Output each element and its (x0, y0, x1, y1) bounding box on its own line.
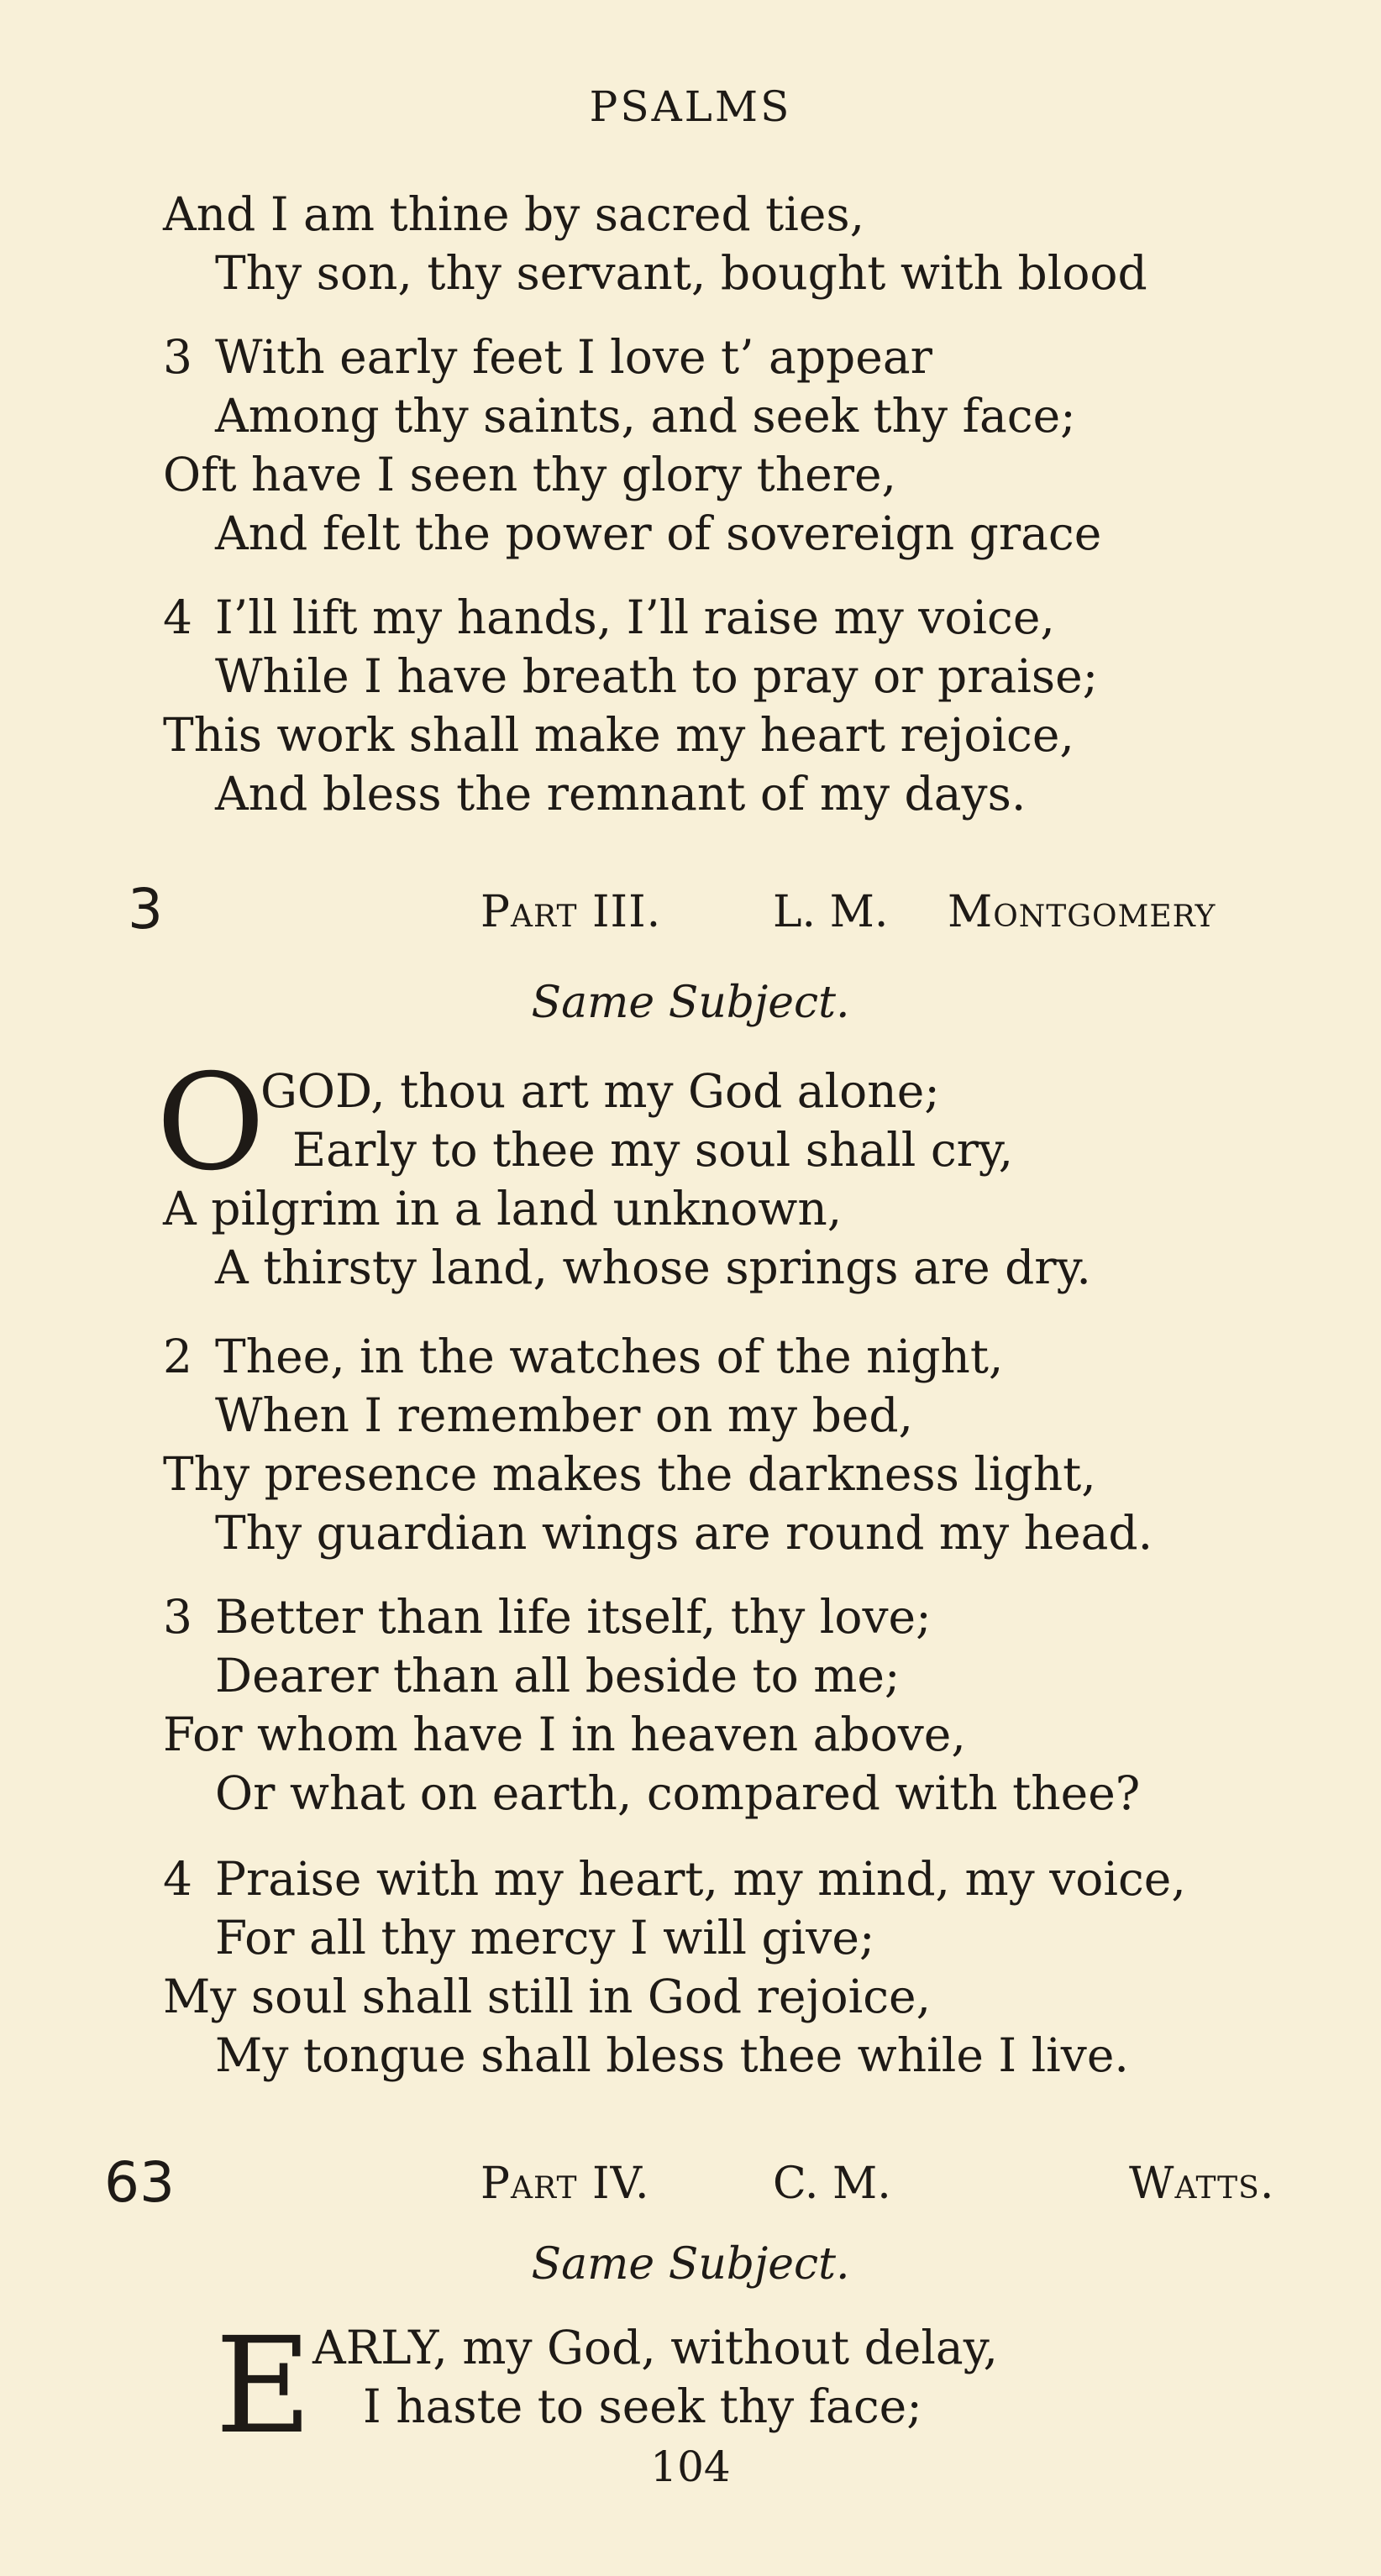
stanza-number: 4 (163, 590, 192, 644)
verse-line: Thee, in the watches of the night, (215, 1330, 1004, 1383)
verse-line: And I am thine by sacred ties, (163, 187, 865, 241)
verse-line: With early feet I love t’ appear (215, 330, 932, 384)
running-head: PSALMS (589, 82, 792, 131)
part-label: Part III. (480, 887, 662, 937)
verse-line: Thy guardian wings are round my head. (215, 1506, 1153, 1560)
hymn-number: 63 (104, 2150, 175, 2215)
verse-line: And felt the power of sovereign grace (215, 506, 1102, 560)
verse-line: Dearer than all beside to me; (215, 1649, 901, 1702)
verse-line: Praise with my heart, my mind, my voice, (215, 1852, 1186, 1906)
hymn-subtitle: Same Subject. (531, 978, 850, 1028)
drop-cap: E (215, 2309, 312, 2463)
stanza-number: 3 (163, 1590, 192, 1644)
meter-label: L. M. (773, 887, 889, 937)
hymn-number: 3 (128, 877, 163, 942)
stanza-number: 3 (163, 330, 192, 384)
meter-label: C. M. (773, 2159, 891, 2209)
part-label: Part IV. (480, 2159, 650, 2209)
verse-line: I haste to seek thy face; (363, 2379, 922, 2433)
stanza-number: 4 (163, 1852, 192, 1906)
verse-line: For all thy mercy I will give; (215, 1911, 875, 1965)
verse-line: My tongue shall bless thee while I live. (215, 2028, 1129, 2082)
verse-line: Oft have I seen thy glory there, (163, 448, 897, 501)
verse-line: Early to thee my soul shall cry, (292, 1123, 1014, 1177)
verse-line: And bless the remnant of my days. (215, 767, 1027, 821)
verse-line: A thirsty land, whose springs are dry. (215, 1241, 1091, 1294)
verse-line: Thy presence makes the darkness light, (163, 1447, 1096, 1501)
stanza-number: 2 (163, 1330, 192, 1383)
drop-cap: O (156, 1046, 265, 1200)
verse-line: When I remember on my bed, (215, 1388, 914, 1442)
author-label: Montgomery (948, 887, 1216, 937)
verse-line: ARLY, my God, without delay, (312, 2321, 998, 2374)
verse-line: Or what on earth, compared with thee? (215, 1766, 1141, 1820)
verse-line: This work shall make my heart rejoice, (163, 708, 1074, 762)
hymn-subtitle: Same Subject. (531, 2239, 850, 2290)
verse-line: Thy son, thy servant, bought with blood (215, 246, 1147, 300)
verse-line: For whom have I in heaven above, (163, 1708, 966, 1761)
page-number: 104 (650, 2442, 731, 2491)
verse-line: Better than life itself, thy love; (215, 1590, 932, 1644)
verse-line: I’ll lift my hands, I’ll raise my voice, (215, 590, 1055, 644)
verse-line: Among thy saints, and seek thy face; (215, 389, 1076, 443)
verse-line: A pilgrim in a land unknown, (163, 1182, 843, 1236)
verse-line: GOD, thou art my God alone; (260, 1064, 940, 1118)
verse-line: My soul shall still in God rejoice, (163, 1970, 932, 2023)
author-label: Watts. (1129, 2159, 1275, 2209)
verse-line: While I have breath to pray or praise; (215, 649, 1099, 703)
